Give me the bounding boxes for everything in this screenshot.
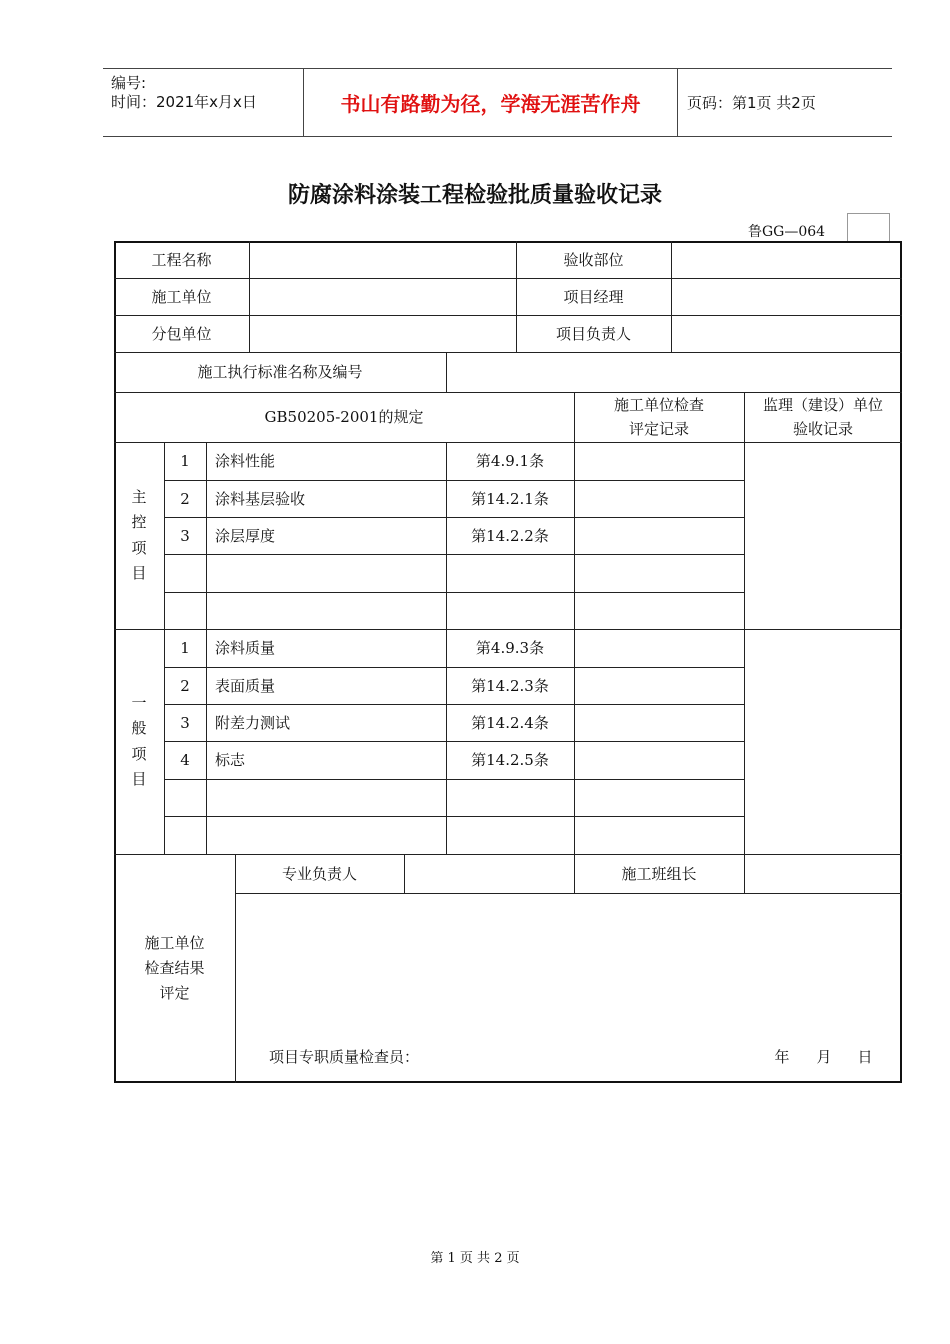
supervision-label-line2: 验收记录 [792,420,853,438]
row-line [164,592,744,593]
item-no: 3 [180,526,190,545]
main-control-char: 控 [131,513,147,531]
project-name-field[interactable] [249,241,516,278]
team-leader-label: 施工班组长 [621,864,697,883]
page-footer: 第 1 页 共 2 页 [430,1251,520,1266]
item-name: 涂料性能 [215,452,276,470]
subcontract-unit-label: 分包单位 [151,324,212,343]
inspector-label: 项目专职质量检查员： [269,1048,420,1066]
acceptance-part-label: 验收部位 [563,250,624,269]
form-code: 鲁GG—064 [748,224,826,240]
construction-unit-label: 施工单位 [151,287,212,306]
item-clause: 第4.9.3条 [475,639,545,657]
result-label-line: 施工单位 [144,934,205,953]
specialty-leader-field[interactable] [404,854,574,893]
supervision-header [744,392,902,442]
check-record-label-line1: 施工单位检查 [613,396,704,414]
construction-unit-field[interactable] [249,278,516,315]
check-record-header [574,392,744,442]
item-clause: 第14.2.1条 [471,489,549,508]
general-label [114,629,164,854]
check-record-label-line2: 评定记录 [628,420,689,438]
item-name: 涂料基层验收 [215,489,306,508]
item-name: 附差力测试 [215,713,291,732]
acceptance-part-field[interactable] [671,241,902,278]
time-label: 时间：2021年x月x日 [111,93,257,111]
item-clause: 第14.2.5条 [471,751,549,769]
page-indicator: 页码：第1页 共2页 [687,94,816,112]
date-day: 日 [857,1048,873,1066]
item-name: 涂层厚度 [215,526,276,545]
general-char: 般 [131,719,147,737]
result-remarks-field[interactable] [235,893,902,1033]
general-char: 目 [131,770,147,788]
item-no: 2 [180,676,190,695]
row-line [164,816,744,817]
item-no: 2 [180,489,190,508]
standard-label: 施工执行标准名称及编号 [197,363,363,381]
item-clause: 第14.2.4条 [471,713,549,732]
main-control-char: 目 [131,564,147,582]
supervision-label-line1: 监理（建设）单位 [762,396,883,414]
item-no: 4 [180,751,190,769]
spec-label: GB50205-2001的规定 [264,408,424,426]
item-clause: 第14.2.2条 [471,526,549,545]
specialty-leader-label: 专业负责人 [281,864,357,883]
col-line [744,392,745,854]
standard-field[interactable] [446,352,902,392]
item-name: 涂料质量 [215,639,276,657]
item-name: 表面质量 [215,676,276,695]
project-manager-field[interactable] [671,278,902,315]
project-manager-label: 项目经理 [563,287,624,306]
row-line [164,779,744,780]
main-control-char: 项 [131,538,147,557]
main-control-label [114,442,164,629]
date-year: 年 [774,1048,790,1066]
header-meta [103,69,303,136]
item-no: 1 [180,452,190,470]
number-label: 编号: [111,74,147,92]
acceptance-table [114,241,902,1083]
main-control-char: 主 [131,487,147,506]
row-line [164,554,744,555]
general-char: 项 [131,744,147,763]
page-title: 防腐涂料涂装工程检验批质量验收记录 [287,183,662,208]
project-leader-label: 项目负责人 [555,324,631,343]
general-char: 一 [131,693,147,712]
project-name-label: 工程名称 [151,250,212,269]
result-label [114,854,235,1083]
item-no: 1 [180,639,190,657]
col-line [574,442,575,854]
project-leader-field[interactable] [671,315,902,352]
item-clause: 第14.2.3条 [471,676,549,695]
item-no: 3 [180,713,190,732]
subcontract-unit-field[interactable] [249,315,516,352]
team-leader-field[interactable] [744,854,902,893]
result-label-line: 检查结果 [144,959,205,978]
item-clause: 第4.9.1条 [475,452,545,470]
header-band [103,68,892,137]
code-box [847,213,890,243]
date-month: 月 [816,1048,832,1066]
result-label-line: 评定 [159,983,190,1002]
motto: 书山有路勤为径，学海无涯苦作舟 [340,92,641,116]
item-name: 标志 [215,751,246,769]
header-divider [677,69,678,136]
